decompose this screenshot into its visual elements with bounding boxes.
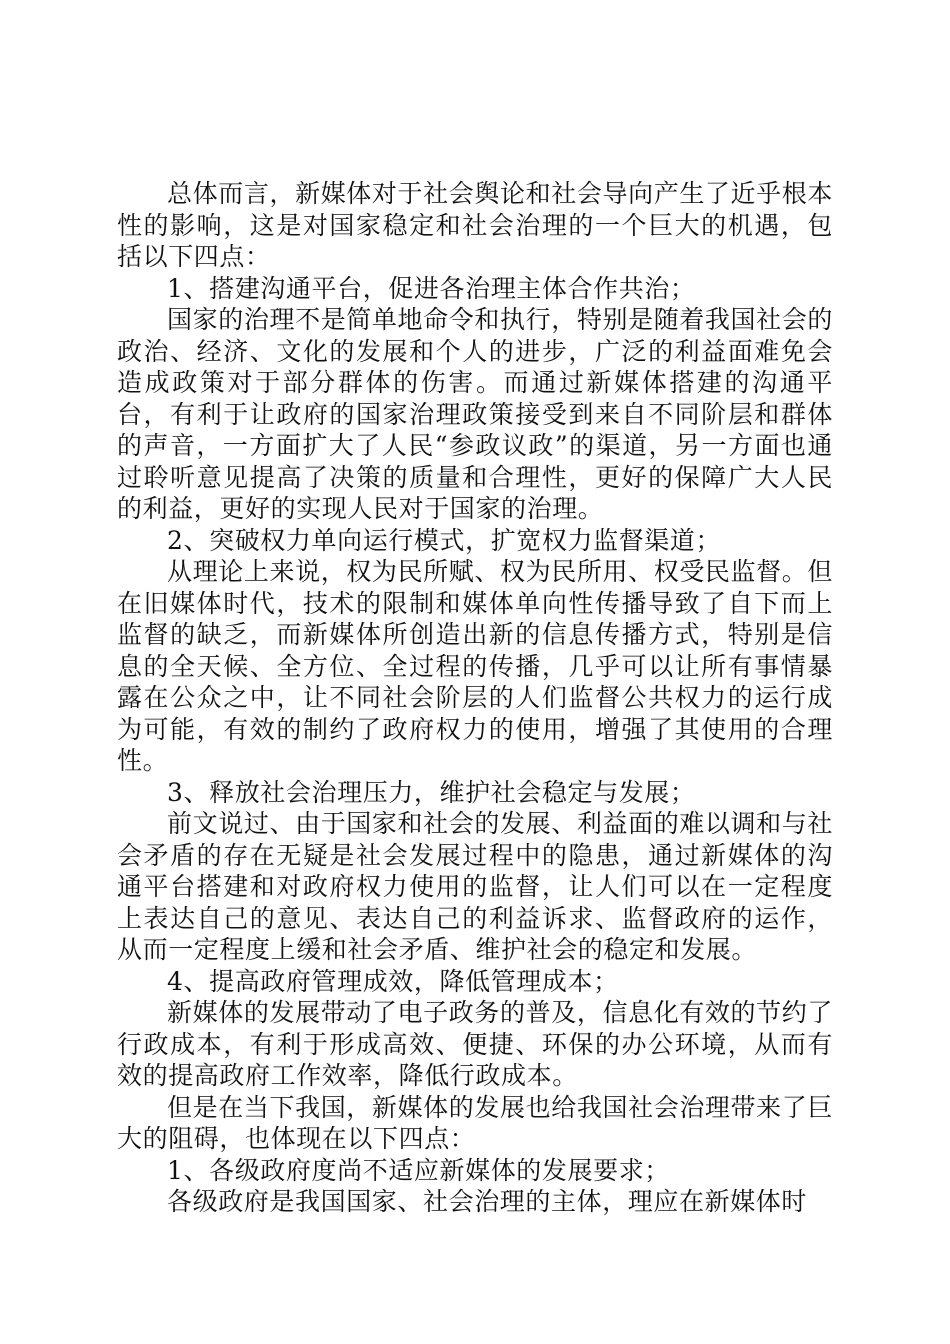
heading-point-1: 1、搭建沟通平台，促进各治理主体合作共治； (167, 273, 696, 303)
paragraph-point-4: 新媒体的发展带动了电子政务的普及，信息化有效的节约了行政成本，有利于形成高效、便捷、环保的办公环境，从而有效的提高政府工作效率，降低行政成本。 (117, 998, 833, 1090)
paragraph-point-2: 从理论上来说，权为民所赋、权为民所用、权受民监督。但在旧媒体时代，技术的限制和媒体单向性传播导致了自下而上监督的缺乏，而新媒体所创造出新的信息传播方式，特别是信息的全天候、全方位、全过程的传播，几乎可以让所有事情暴露在公众之中，让不同社会阶层的人们监督公共权力的运行成为可能，有效的制约了政府权力的使用，增强了其使用的合理性。 (117, 557, 833, 775)
paragraph-point-1: 国家的治理不是简单地命令和执行，特别是随着我国社会的政治、经济、文化的发展和个人的进步，广泛的利益面难免会造成政策对于部分群体的伤害。而通过新媒体搭建的沟通平台，有利于让政府的国家治理政策接受到来自不同阶层和群体的声音，一方面扩大了人民“参政议政”的渠道，另一方面也通过聆听意见提高了决策的质量和合理性，更好的保障广大人民的利益，更好的实现人民对于国家的治理。 (117, 305, 833, 523)
document-body (117, 178, 833, 1218)
heading-point-4: 4、提高政府管理成效，降低管理成本； (167, 966, 619, 996)
heading-obstacle-1: 1、各级政府度尚不适应新媒体的发展要求； (167, 1155, 670, 1185)
paragraph-point-3: 前文说过、由于国家和社会的发展、利益面的难以调和与社会矛盾的存在无疑是社会发展过程中的隐患，通过新媒体的沟通平台搭建和对政府权力使用的监督，让人们可以在一定程度上表达自己的意见、表达自己的利益诉求、监督政府的运作，从而一定程度上缓和社会矛盾、维护社会的稳定和发展。 (117, 809, 833, 964)
paragraph-intro: 总体而言，新媒体对于社会舆论和社会导向产生了近乎根本性的影响，这是对国家稳定和社会治理的一个巨大的机遇，包括以下四点： (117, 179, 833, 271)
paragraph-obstacle-1: 各级政府是我国国家、社会治理的主体，理应在新媒体时 (167, 1187, 808, 1216)
heading-point-2: 2、突破权力单向运行模式，扩宽权力监督渠道； (167, 525, 722, 555)
heading-point-3: 3、释放社会治理压力，维护社会稳定与发展； (167, 777, 696, 807)
paragraph-transition: 但是在当下我国，新媒体的发展也给我国社会治理带来了巨大的阻碍，也体现在以下四点： (117, 1092, 833, 1153)
